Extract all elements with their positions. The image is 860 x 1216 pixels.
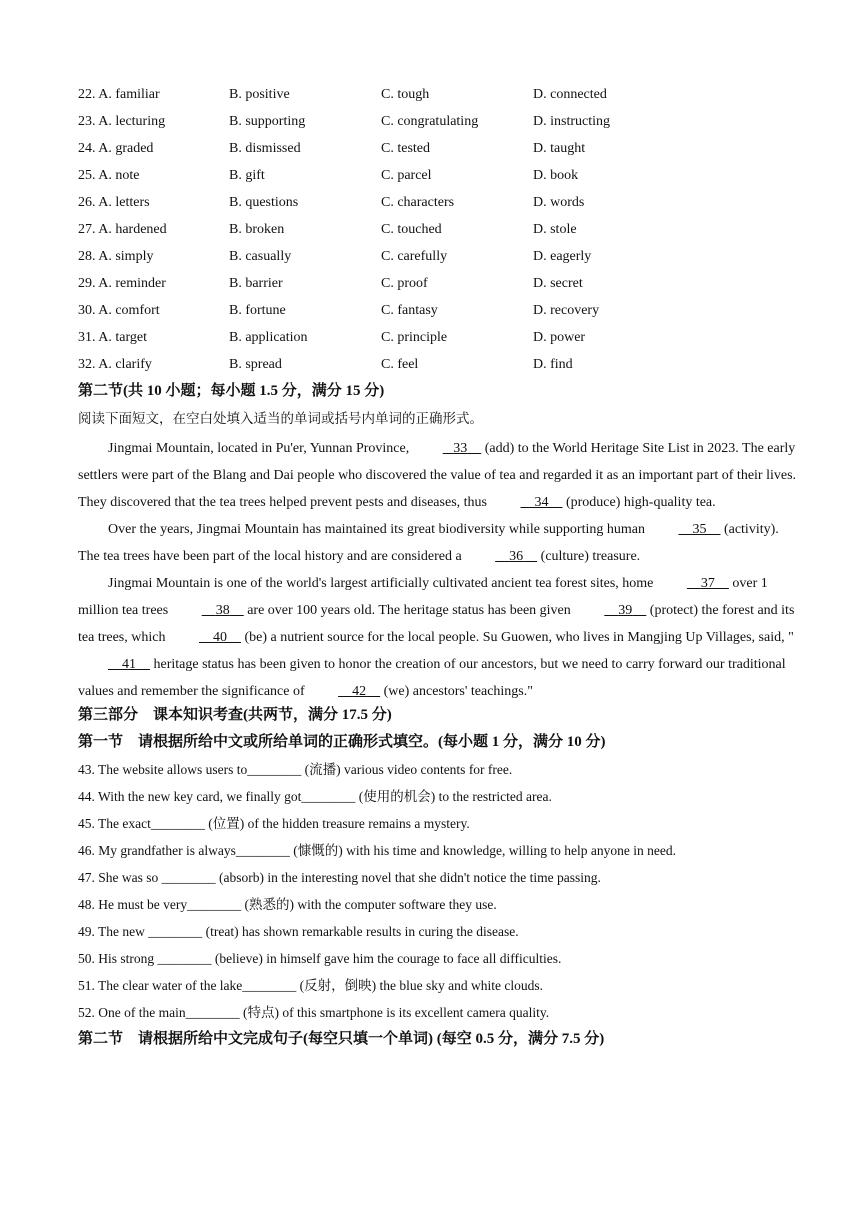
blank-39 <box>574 597 646 624</box>
blank-number: 39 <box>618 603 633 618</box>
passage-text: (produce) high-quality tea. <box>562 495 716 510</box>
option-text: A. hardened <box>98 222 167 237</box>
part-3-section-2-title: 第二节 请根据所给中文完成句子(每空只填一个单词) (每空 0.5 分，满分 7.5 分) <box>78 1031 605 1047</box>
question-number: 29. <box>78 276 96 291</box>
option-d: D. recovery <box>533 303 600 318</box>
vocab-question: 48. He must be very________ (熟悉的) with the computer software they use. <box>78 897 497 912</box>
option-d: D. find <box>533 357 573 372</box>
option-c: C. principle <box>381 330 448 345</box>
blank-38 <box>172 597 244 624</box>
option-b: B. positive <box>229 87 290 102</box>
choice-row <box>78 219 798 246</box>
passage-text: (activity). The tea trees have been part of the local history and are considered a <box>78 522 779 564</box>
passage-text: over 1 million tea trees <box>78 576 768 618</box>
option-a <box>78 165 139 186</box>
part-3-title: 第三部分 课本知识考查(共两节，满分 17.5 分) <box>78 707 392 723</box>
vocab-question: 50. His strong ________ (believe) in himself gave him the courage to face all difficulties. <box>78 951 562 966</box>
option-text: A. lecturing <box>98 114 166 129</box>
choice-list <box>78 84 798 381</box>
option-c: C. proof <box>381 276 428 291</box>
blank-number: 35 <box>692 522 707 537</box>
choice-row <box>78 192 798 219</box>
passage-text: (add) to the World Heritage Site List in 2023. The early settlers were part of the Blang and Dai people who discovered the value of tea and regarded it as an important part of their lives. They discovered that the tea trees helped prevent pests and diseases, thus <box>78 441 797 510</box>
exam-page <box>78 84 798 1056</box>
choice-row <box>78 138 798 165</box>
option-a <box>78 273 166 294</box>
option-b: B. application <box>229 330 308 345</box>
option-c: C. tested <box>381 141 430 156</box>
blank-42 <box>308 678 380 705</box>
option-a <box>78 138 153 159</box>
option-d: D. secret <box>533 276 583 291</box>
option-text: A. reminder <box>98 276 166 291</box>
blank-37 <box>657 570 729 597</box>
question-number: 23. <box>78 114 96 129</box>
vocab-question: 43. The website allows users to________ (流播) various video contents for free. <box>78 762 513 777</box>
option-a <box>78 84 160 105</box>
option-b: B. fortune <box>229 303 286 318</box>
option-b: B. questions <box>229 195 299 210</box>
option-text: A. letters <box>98 195 150 210</box>
option-d: D. eagerly <box>533 249 592 264</box>
option-c: C. parcel <box>381 168 432 183</box>
option-c: C. fantasy <box>381 303 438 318</box>
choice-row <box>78 273 798 300</box>
question-number: 22. <box>78 87 96 102</box>
passage-text: (protect) the forest and its tea trees, which <box>78 603 795 645</box>
vocab-question: 47. She was so ________ (absorb) in the interesting novel that she didn't notice the time passing. <box>78 870 601 885</box>
option-d: D. taught <box>533 141 586 156</box>
option-d: D. book <box>533 168 579 183</box>
question-number: 25. <box>78 168 96 183</box>
blank-40 <box>169 624 241 651</box>
blank-36 <box>465 543 537 570</box>
vocab-question: 52. One of the main________ (特点) of this smartphone is its excellent camera quality. <box>78 1005 550 1020</box>
option-text: A. note <box>98 168 140 183</box>
blank-number: 41 <box>122 657 136 672</box>
blank-41 <box>78 651 150 678</box>
vocab-question-list <box>78 759 798 1029</box>
blank-number: 40 <box>212 630 227 645</box>
question-number: 26. <box>78 195 96 210</box>
vocab-question: 44. With the new key card, we finally got________ (使用的机会) to the restricted area. <box>78 789 552 804</box>
option-text: A. familiar <box>98 87 160 102</box>
reading-passage <box>78 435 798 705</box>
question-number: 31. <box>78 330 96 345</box>
blank-35 <box>648 516 720 543</box>
blank-33 <box>413 435 482 462</box>
blank-number: 33 <box>453 441 468 456</box>
option-a <box>78 246 153 267</box>
passage-text: (we) ancestors' teachings." <box>380 684 533 699</box>
choice-row <box>78 246 798 273</box>
passage-text: (be) a nutrient source for the local people. Su Guowen, who lives in Mangjing Up Villages, said, " <box>240 630 794 645</box>
option-text: A. simply <box>98 249 154 264</box>
vocab-question: 46. My grandfather is always________ (慷慨的) with his time and knowledge, willing to help anyone in need. <box>78 843 677 858</box>
option-b: B. dismissed <box>229 141 301 156</box>
passage-text: are over 100 years old. The heritage status has been given <box>243 603 575 618</box>
option-a <box>78 354 152 375</box>
passage-text: Over the years, Jingmai Mountain has maintained its great biodiversity while supporting human <box>108 522 649 537</box>
choice-row <box>78 165 798 192</box>
option-c: C. congratulating <box>381 114 479 129</box>
blank-number: 38 <box>215 603 230 618</box>
question-number: 28. <box>78 249 96 264</box>
blank-number: 37 <box>700 576 715 591</box>
option-text: A. graded <box>98 141 154 156</box>
option-d: D. stole <box>533 222 577 237</box>
option-text: A. comfort <box>98 303 160 318</box>
option-b: B. gift <box>229 168 265 183</box>
choice-row <box>78 84 798 111</box>
question-number: 27. <box>78 222 96 237</box>
option-c: C. touched <box>381 222 442 237</box>
blank-number: 42 <box>352 684 367 699</box>
option-d: D. power <box>533 330 586 345</box>
option-text: A. clarify <box>98 357 152 372</box>
blank-number: 34 <box>534 495 549 510</box>
option-b: B. broken <box>229 222 285 237</box>
choice-row <box>78 354 798 381</box>
passage-text: (culture) treasure. <box>537 549 641 564</box>
option-b: B. casually <box>229 249 292 264</box>
vocab-question: 45. The exact________ (位置) of the hidden treasure remains a mystery. <box>78 816 470 831</box>
option-c: C. feel <box>381 357 419 372</box>
option-a <box>78 327 147 348</box>
section-2-instruction: 阅读下面短文，在空白处填入适当的单词或括号内单词的正确形式。 <box>78 411 483 426</box>
option-b: B. supporting <box>229 114 306 129</box>
choice-row <box>78 111 798 138</box>
question-number: 30. <box>78 303 96 318</box>
choice-row <box>78 300 798 327</box>
passage-text: Jingmai Mountain, located in Pu'er, Yunnan Province, <box>108 441 413 456</box>
option-c: C. characters <box>381 195 455 210</box>
passage-text: Jingmai Mountain is one of the world's largest artificially cultivated ancient tea forest sites, home <box>108 576 657 591</box>
vocab-question: 49. The new ________ (treat) has shown remarkable results in curing the disease. <box>78 924 519 939</box>
option-c: C. tough <box>381 87 430 102</box>
blank-34 <box>490 489 562 516</box>
section-2-title: 第二节(共 10 小题；每小题 1.5 分，满分 15 分) <box>78 383 385 399</box>
option-a <box>78 300 160 321</box>
option-b: B. barrier <box>229 276 283 291</box>
passage-paragraph-1 <box>78 435 798 516</box>
blank-number: 36 <box>509 549 524 564</box>
option-b: B. spread <box>229 357 282 372</box>
passage-paragraph-3 <box>78 570 798 705</box>
option-c: C. carefully <box>381 249 448 264</box>
option-a <box>78 219 167 240</box>
option-d: D. connected <box>533 87 607 102</box>
option-a <box>78 111 165 132</box>
vocab-question: 51. The clear water of the lake________ (反射，倒映) the blue sky and white clouds. <box>78 978 544 993</box>
passage-paragraph-2 <box>78 516 798 570</box>
choice-row <box>78 327 798 354</box>
question-number: 24. <box>78 141 96 156</box>
passage-text: heritage status has been given to honor the creation of our ancestors, but we need to carry forward our traditional values and remember the significance of <box>78 657 786 699</box>
option-d: D. words <box>533 195 585 210</box>
question-number: 32. <box>78 357 96 372</box>
option-a <box>78 192 150 213</box>
option-text: A. target <box>98 330 147 345</box>
part-3-section-1-title: 第一节 请根据所给中文或所给单词的正确形式填空。(每小题 1 分，满分 10 分) <box>78 734 606 750</box>
option-d: D. instructing <box>533 114 610 129</box>
